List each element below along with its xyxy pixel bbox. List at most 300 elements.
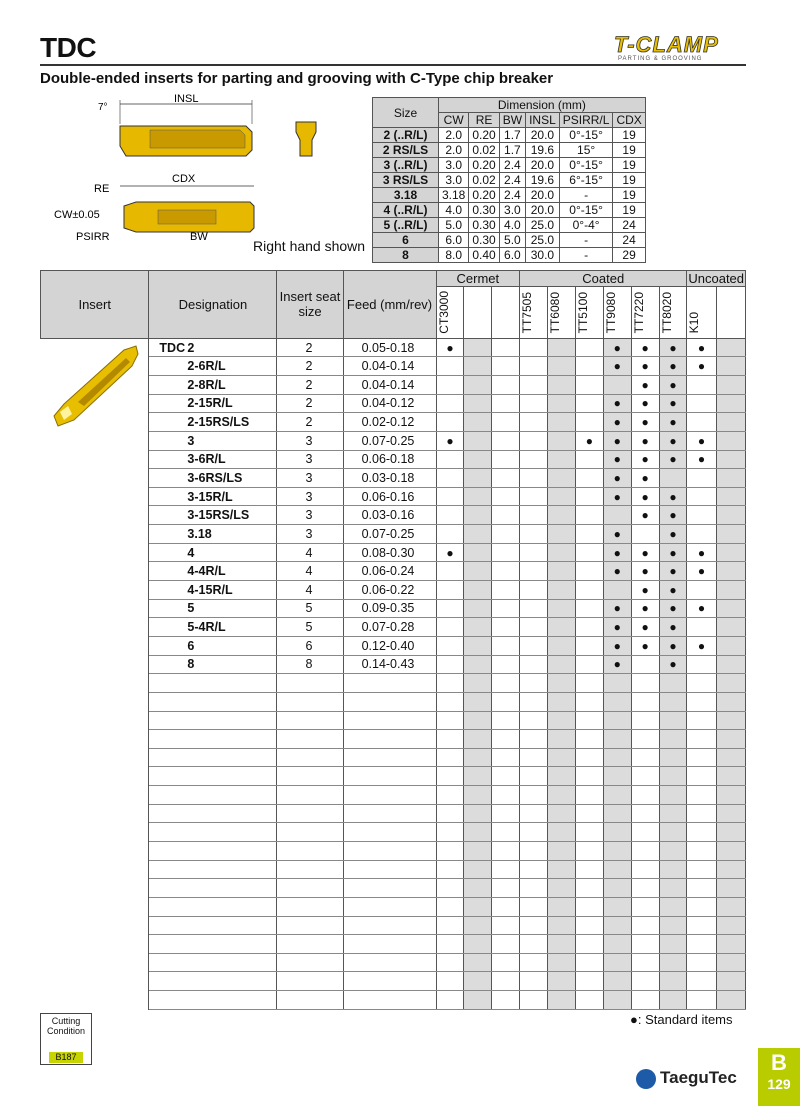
availability-cell: ● — [631, 413, 659, 432]
availability-cell: ● — [603, 543, 631, 562]
dimension-cell: 3.0 — [439, 173, 469, 188]
availability-cell: ● — [603, 394, 631, 413]
feed-cell: 0.03-0.18 — [343, 469, 436, 488]
availability-cell: ● — [631, 431, 659, 450]
feed-cell: 0.04-0.14 — [343, 357, 436, 376]
designation-header: Designation — [149, 271, 277, 339]
feed-cell — [343, 767, 436, 786]
table-row — [41, 786, 746, 805]
feed-cell: 0.08-0.30 — [343, 543, 436, 562]
availability-cell: ● — [659, 562, 687, 581]
dimension-cell: 0.20 — [469, 128, 499, 143]
designation-code: 2-15R/L — [187, 396, 233, 411]
availability-cell — [492, 357, 520, 376]
availability-cell — [659, 730, 687, 749]
availability-cell — [464, 730, 492, 749]
availability-cell — [575, 879, 603, 898]
feed-cell — [343, 711, 436, 730]
availability-cell — [603, 767, 631, 786]
insert-cell — [41, 562, 149, 581]
seat-size-cell: 6 — [277, 636, 343, 655]
designation-code: 2-15RS/LS — [187, 415, 250, 430]
availability-cell — [520, 860, 548, 879]
availability-cell — [659, 842, 687, 861]
seat-size-cell — [277, 692, 343, 711]
insert-cell — [41, 674, 149, 693]
availability-cell — [548, 562, 576, 581]
size-cell: 5 (..R/L) — [373, 218, 439, 233]
availability-cell — [464, 786, 492, 805]
availability-cell — [548, 860, 576, 879]
availability-cell — [492, 655, 520, 674]
table-row — [41, 487, 746, 506]
availability-cell — [520, 879, 548, 898]
insert-cell — [41, 506, 149, 525]
designation-code: 4-15R/L — [187, 582, 233, 597]
dimension-cell: 0.30 — [469, 233, 499, 248]
availability-cell — [548, 674, 576, 693]
designation-cell — [149, 525, 277, 544]
availability-cell — [548, 879, 576, 898]
grade-label: K10 — [687, 312, 702, 334]
availability-cell: ● — [631, 562, 659, 581]
dimension-cell: 0.20 — [469, 158, 499, 173]
availability-cell — [687, 823, 716, 842]
availability-cell — [520, 618, 548, 637]
availability-cell — [659, 897, 687, 916]
availability-cell — [492, 636, 520, 655]
availability-cell — [716, 804, 745, 823]
feed-cell: 0.03-0.16 — [343, 506, 436, 525]
table-row — [41, 916, 746, 935]
brand-tagline: PARTING & GROOVING — [618, 56, 703, 62]
dimension-column-header: PSIRR/L — [559, 113, 613, 128]
availability-cell — [520, 506, 548, 525]
availability-cell — [603, 674, 631, 693]
availability-cell — [520, 357, 548, 376]
availability-cell: ● — [659, 450, 687, 469]
bw-label: BW — [190, 231, 208, 243]
availability-cell — [575, 823, 603, 842]
availability-cell — [687, 972, 716, 991]
availability-cell — [575, 506, 603, 525]
availability-cell — [687, 506, 716, 525]
insert-dimension-diagram — [40, 90, 370, 255]
availability-cell — [492, 469, 520, 488]
availability-cell — [631, 525, 659, 544]
availability-cell: ● — [631, 394, 659, 413]
availability-cell — [575, 581, 603, 600]
availability-cell — [603, 972, 631, 991]
designation-cell — [149, 487, 277, 506]
availability-cell: ● — [575, 431, 603, 450]
availability-cell — [575, 767, 603, 786]
availability-cell — [631, 711, 659, 730]
availability-cell — [464, 525, 492, 544]
availability-cell — [659, 953, 687, 972]
availability-cell — [492, 860, 520, 879]
availability-cell — [520, 636, 548, 655]
availability-cell — [436, 599, 464, 618]
page-subtitle: Double-ended inserts for parting and grooving with C-Type chip breaker — [40, 70, 554, 87]
availability-cell — [716, 748, 745, 767]
insert-header: Insert — [41, 271, 149, 339]
availability-cell — [520, 581, 548, 600]
availability-cell — [520, 953, 548, 972]
feed-cell: 0.06-0.16 — [343, 487, 436, 506]
seat-size-cell — [277, 897, 343, 916]
dimension-cell: 19.6 — [526, 143, 560, 158]
table-row — [41, 674, 746, 693]
coated-header: Coated — [520, 271, 687, 287]
designation-cell — [149, 562, 277, 581]
availability-cell — [436, 413, 464, 432]
feed-cell — [343, 879, 436, 898]
availability-cell — [575, 897, 603, 916]
availability-cell — [716, 916, 745, 935]
feed-cell: 0.04-0.14 — [343, 375, 436, 394]
availability-cell — [548, 581, 576, 600]
table-row — [41, 972, 746, 991]
table-row — [41, 991, 746, 1010]
feed-cell: 0.06-0.18 — [343, 450, 436, 469]
availability-cell — [436, 786, 464, 805]
grade-header — [659, 287, 687, 339]
availability-cell: ● — [659, 525, 687, 544]
dimension-cell: 20.0 — [526, 158, 560, 173]
availability-cell — [464, 748, 492, 767]
feed-cell: 0.12-0.40 — [343, 636, 436, 655]
seat-size-cell: 2 — [277, 357, 343, 376]
availability-cell — [687, 916, 716, 935]
availability-cell — [575, 953, 603, 972]
availability-cell — [575, 413, 603, 432]
table-row — [41, 599, 746, 618]
availability-cell — [548, 842, 576, 861]
dimension-cell: 0°-4° — [559, 218, 613, 233]
availability-cell — [687, 692, 716, 711]
availability-cell — [436, 953, 464, 972]
grade-label: TT7505 — [520, 292, 535, 334]
cw-label: CW±0.05 — [54, 209, 100, 221]
dimension-cell: 0.02 — [469, 173, 499, 188]
availability-cell: ● — [631, 469, 659, 488]
availability-cell — [464, 655, 492, 674]
cutting-condition-box[interactable] — [40, 1013, 92, 1065]
availability-cell — [575, 972, 603, 991]
feed-cell — [343, 897, 436, 916]
dimension-cell: 20.0 — [526, 203, 560, 218]
designation-code: 2 — [187, 340, 195, 355]
availability-cell — [575, 655, 603, 674]
psirr-label: PSIRR — [76, 231, 110, 243]
insert-cell — [41, 599, 149, 618]
designation-cell — [149, 786, 277, 805]
availability-cell — [548, 916, 576, 935]
designation-cell — [149, 431, 277, 450]
seat-size-cell: 3 — [277, 525, 343, 544]
availability-cell — [436, 879, 464, 898]
availability-cell — [520, 823, 548, 842]
availability-cell — [436, 525, 464, 544]
availability-cell — [687, 487, 716, 506]
dimension-cell: 1.7 — [499, 143, 525, 158]
availability-cell: ● — [687, 599, 716, 618]
grade-label: TT8020 — [659, 292, 674, 334]
designation-code: 3-6R/L — [187, 452, 226, 467]
availability-cell — [436, 636, 464, 655]
availability-cell — [520, 804, 548, 823]
size-cell: 8 — [373, 248, 439, 263]
insert-cell — [41, 879, 149, 898]
insert-cell — [41, 431, 149, 450]
availability-cell — [464, 487, 492, 506]
availability-cell — [464, 935, 492, 954]
seat-size-cell — [277, 953, 343, 972]
dimension-cell: - — [559, 248, 613, 263]
availability-cell — [548, 469, 576, 488]
availability-cell — [716, 599, 745, 618]
availability-cell: ● — [687, 543, 716, 562]
availability-cell — [716, 375, 745, 394]
cutting-condition-ref[interactable]: B187 — [49, 1052, 83, 1063]
availability-cell — [631, 972, 659, 991]
insert-cell — [41, 842, 149, 861]
size-header: Size — [373, 98, 439, 128]
availability-cell — [520, 767, 548, 786]
cermet-header: Cermet — [436, 271, 520, 287]
availability-cell: ● — [659, 487, 687, 506]
feed-cell: 0.05-0.18 — [343, 338, 436, 357]
availability-cell — [492, 730, 520, 749]
availability-cell — [659, 786, 687, 805]
feed-cell — [343, 786, 436, 805]
seat-size-cell: 2 — [277, 338, 343, 357]
insert-cell — [41, 860, 149, 879]
designation-code: 3 — [187, 433, 195, 448]
availability-cell — [492, 748, 520, 767]
availability-cell — [520, 935, 548, 954]
availability-cell — [464, 860, 492, 879]
dimension-cell: 0°-15° — [559, 158, 613, 173]
availability-cell — [716, 394, 745, 413]
availability-cell — [548, 338, 576, 357]
availability-cell — [575, 599, 603, 618]
availability-cell — [687, 879, 716, 898]
availability-cell — [575, 487, 603, 506]
availability-cell — [687, 953, 716, 972]
table-row — [41, 375, 746, 394]
availability-cell: ● — [631, 618, 659, 637]
dimension-cell: 19 — [613, 188, 645, 203]
availability-cell — [492, 431, 520, 450]
availability-cell — [548, 506, 576, 525]
dimension-cell: 19 — [613, 158, 645, 173]
availability-cell — [631, 860, 659, 879]
availability-cell — [548, 935, 576, 954]
availability-cell: ● — [631, 487, 659, 506]
availability-cell — [603, 953, 631, 972]
availability-cell — [716, 972, 745, 991]
availability-cell — [548, 692, 576, 711]
availability-cell — [603, 897, 631, 916]
availability-cell — [575, 991, 603, 1010]
table-row — [41, 879, 746, 898]
availability-cell — [464, 450, 492, 469]
insert-cell — [41, 897, 149, 916]
availability-cell — [492, 543, 520, 562]
availability-cell — [575, 748, 603, 767]
availability-cell — [603, 823, 631, 842]
availability-cell — [575, 469, 603, 488]
feed-cell: 0.06-0.24 — [343, 562, 436, 581]
availability-cell — [436, 842, 464, 861]
availability-cell: ● — [659, 506, 687, 525]
availability-cell — [436, 487, 464, 506]
seat-size-cell: 3 — [277, 431, 343, 450]
availability-cell — [659, 748, 687, 767]
seat-size-cell — [277, 860, 343, 879]
insert-cell — [41, 450, 149, 469]
feed-cell: 0.04-0.12 — [343, 394, 436, 413]
availability-cell: ● — [603, 562, 631, 581]
availability-cell — [548, 487, 576, 506]
designation-cell — [149, 767, 277, 786]
availability-cell — [603, 711, 631, 730]
insert-cell — [41, 823, 149, 842]
availability-cell — [716, 581, 745, 600]
availability-cell — [436, 375, 464, 394]
availability-cell — [464, 972, 492, 991]
size-cell: 4 (..R/L) — [373, 203, 439, 218]
seat-size-cell — [277, 842, 343, 861]
feed-cell — [343, 953, 436, 972]
availability-cell — [687, 394, 716, 413]
availability-cell — [603, 842, 631, 861]
table-row — [41, 431, 746, 450]
dimension-cell: 24 — [613, 233, 645, 248]
availability-cell: ● — [631, 357, 659, 376]
feed-cell: 0.07-0.25 — [343, 431, 436, 450]
availability-cell — [520, 674, 548, 693]
availability-cell — [603, 804, 631, 823]
feed-cell — [343, 730, 436, 749]
availability-cell — [464, 506, 492, 525]
availability-cell — [603, 375, 631, 394]
designation-cell — [149, 599, 277, 618]
availability-cell — [631, 916, 659, 935]
designation-cell — [149, 972, 277, 991]
availability-cell: ● — [687, 431, 716, 450]
availability-cell — [548, 991, 576, 1010]
availability-cell — [492, 674, 520, 693]
availability-cell — [436, 897, 464, 916]
table-row — [41, 748, 746, 767]
availability-cell — [436, 394, 464, 413]
availability-cell: ● — [659, 375, 687, 394]
availability-cell — [520, 655, 548, 674]
seat-size-cell — [277, 823, 343, 842]
availability-cell — [603, 692, 631, 711]
table-row — [41, 357, 746, 376]
availability-cell — [436, 972, 464, 991]
insert-cell — [41, 711, 149, 730]
insert-cell — [41, 767, 149, 786]
availability-cell — [436, 655, 464, 674]
dimension-cell: 0.30 — [469, 203, 499, 218]
availability-cell — [436, 692, 464, 711]
availability-cell — [631, 674, 659, 693]
table-row — [41, 394, 746, 413]
availability-cell — [436, 823, 464, 842]
designation-cell — [149, 879, 277, 898]
availability-cell — [492, 692, 520, 711]
availability-cell — [603, 748, 631, 767]
availability-cell: ● — [631, 599, 659, 618]
designation-cell — [149, 469, 277, 488]
seat-size-cell: 4 — [277, 581, 343, 600]
dimension-cell: 6°-15° — [559, 173, 613, 188]
availability-cell — [575, 730, 603, 749]
dimension-column-header: INSL — [526, 113, 560, 128]
availability-cell — [716, 823, 745, 842]
availability-cell — [520, 469, 548, 488]
availability-cell — [716, 413, 745, 432]
availability-cell — [631, 879, 659, 898]
availability-cell — [575, 525, 603, 544]
seat-size-cell — [277, 916, 343, 935]
availability-cell — [436, 581, 464, 600]
availability-cell — [659, 860, 687, 879]
availability-cell: ● — [603, 431, 631, 450]
dimension-cell: 2.4 — [499, 173, 525, 188]
availability-cell: ● — [603, 469, 631, 488]
availability-cell: ● — [603, 487, 631, 506]
availability-cell — [436, 748, 464, 767]
availability-cell — [520, 413, 548, 432]
dimension-cell: - — [559, 188, 613, 203]
availability-cell: ● — [659, 543, 687, 562]
availability-cell — [492, 525, 520, 544]
designation-table — [40, 270, 746, 1010]
availability-cell: ● — [659, 338, 687, 357]
availability-cell: ● — [659, 599, 687, 618]
availability-cell — [716, 487, 745, 506]
insert-cell — [41, 581, 149, 600]
availability-cell: ● — [603, 450, 631, 469]
availability-cell — [631, 748, 659, 767]
availability-cell — [631, 842, 659, 861]
availability-cell — [548, 655, 576, 674]
dimension-row — [373, 128, 646, 143]
grade-header — [716, 287, 745, 339]
feed-cell: 0.06-0.22 — [343, 581, 436, 600]
availability-cell — [520, 711, 548, 730]
feed-cell: 0.09-0.35 — [343, 599, 436, 618]
designation-code: 8 — [187, 657, 195, 672]
availability-cell — [716, 991, 745, 1010]
designation-cell — [149, 655, 277, 674]
dimension-cell: 30.0 — [526, 248, 560, 263]
availability-cell: ● — [687, 357, 716, 376]
availability-cell — [631, 655, 659, 674]
grade-label: TT5100 — [575, 292, 590, 334]
availability-cell — [520, 450, 548, 469]
availability-cell — [716, 562, 745, 581]
dimension-cell: 3.0 — [499, 203, 525, 218]
availability-cell — [575, 935, 603, 954]
availability-cell — [575, 674, 603, 693]
